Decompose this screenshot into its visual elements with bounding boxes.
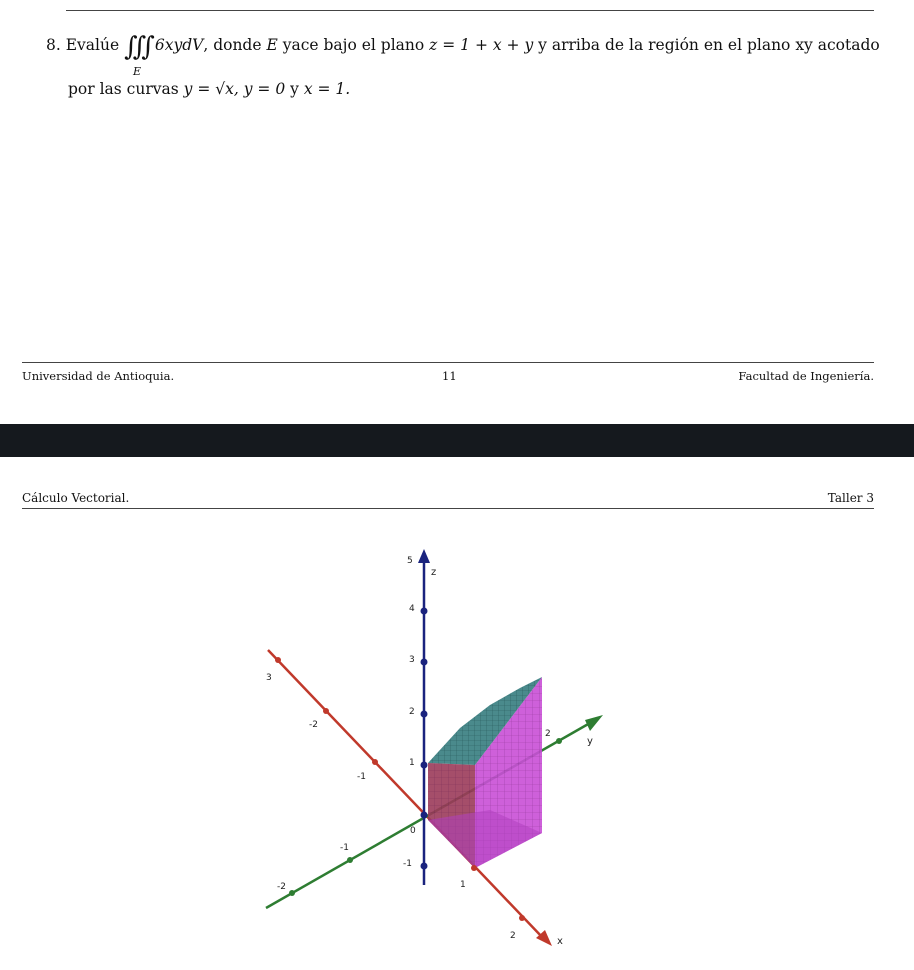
header-right: Taller 3: [827, 491, 874, 505]
z-tick-2: [421, 711, 428, 718]
z-tick-label-2: 2: [409, 707, 415, 717]
z-axis-arrow: [418, 549, 430, 563]
text-donde: , donde: [203, 36, 262, 54]
z-tick-3: [421, 659, 428, 666]
curve-sqrt: y = √x,: [183, 80, 239, 98]
triple-integral-symbol: ∭: [124, 32, 149, 62]
z-tick-1: [421, 762, 428, 769]
x-tick-neg3: [275, 657, 281, 663]
x-tick-neg1: [372, 759, 378, 765]
z-tick-label-3: 3: [409, 655, 415, 665]
x-tick-label-2: 2: [510, 931, 516, 941]
text-plane: yace bajo el plano: [282, 36, 425, 54]
z-tick-0: [421, 812, 428, 819]
z-tick-4: [421, 608, 428, 615]
y-tick-2: [556, 738, 562, 744]
plane-equation: z = 1 + x + y: [429, 36, 534, 54]
z-tick-label-0: 0: [410, 826, 416, 836]
y-axis-arrow: [585, 715, 603, 731]
var-e: E: [266, 36, 278, 54]
integral-subscript: E: [133, 65, 142, 78]
z-tick-label-5: 5: [407, 556, 413, 566]
y-tick-neg2: [289, 890, 295, 896]
page-number: 11: [442, 369, 457, 383]
z-axis-label: z: [431, 567, 437, 578]
x-tick-2: [519, 915, 525, 921]
y-tick-label-neg1: -1: [340, 843, 349, 853]
z-tick-label-1: 1: [409, 758, 415, 768]
footer-right: Facultad de Ingeniería.: [738, 369, 874, 383]
text-region: y arriba de la región en el plano xy acotado: [538, 36, 880, 54]
integrand: 6xydV: [154, 36, 204, 54]
curve-x1: x = 1.: [303, 80, 351, 98]
text-conj: y: [290, 80, 299, 98]
x-tick-label-1: 1: [460, 880, 466, 890]
y-tick-neg1: [347, 857, 353, 863]
z-tick-neg1: [421, 863, 428, 870]
problem-intro: Evalúe: [65, 36, 120, 54]
x-tick-label-neg1: -1: [357, 772, 366, 782]
footer-left: Universidad de Antioquia.: [22, 369, 175, 383]
curve-y0: y = 0: [243, 80, 286, 98]
x-tick-label-3: 3: [266, 673, 272, 683]
header-left: Cálculo Vectorial.: [22, 491, 130, 505]
z-tick-label-neg1: -1: [403, 859, 412, 869]
x-tick-neg2: [323, 708, 329, 714]
z-tick-label-4: 4: [409, 604, 415, 614]
x-axis-label: x: [557, 936, 563, 947]
problem-number: 8.: [46, 36, 61, 54]
y-axis-label: y: [587, 736, 593, 747]
y-tick-label-neg2: -2: [277, 882, 286, 892]
y-tick-label-2: 2: [545, 729, 551, 739]
text-curves: por las curvas: [68, 80, 179, 98]
x-tick-1: [471, 865, 477, 871]
x-tick-label-neg2: -2: [309, 720, 318, 730]
